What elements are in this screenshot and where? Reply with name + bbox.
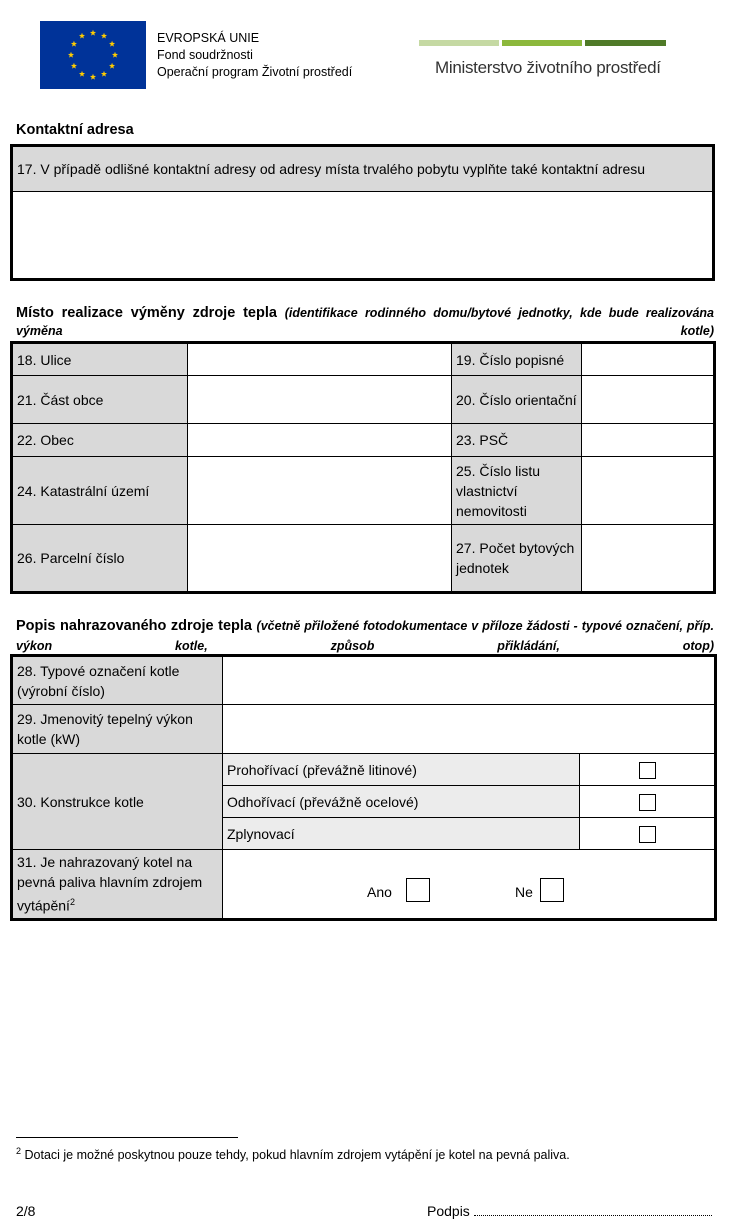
boiler-power-field[interactable] xyxy=(223,705,716,754)
postal-code-field[interactable] xyxy=(582,424,715,457)
option-checkbox[interactable] xyxy=(639,762,656,779)
orientation-number-field[interactable] xyxy=(582,376,715,424)
logo-bar-mid xyxy=(502,40,582,46)
q22-label: 22. Obec xyxy=(12,424,188,457)
location-heading xyxy=(16,304,714,340)
signature-field[interactable] xyxy=(474,1205,712,1216)
municipality-field[interactable] xyxy=(188,424,452,457)
footnote-divider xyxy=(16,1137,238,1138)
eu-star-icon xyxy=(71,41,77,47)
ministry-logo-bars xyxy=(419,40,666,46)
eu-star-icon xyxy=(109,63,115,69)
logo-bar-light xyxy=(419,40,499,46)
footnote-ref: 2 xyxy=(69,897,75,907)
eu-star-icon xyxy=(101,71,107,77)
contact-table xyxy=(10,144,715,281)
option-label: Odhořívací (převážně ocelové) xyxy=(223,786,580,818)
ownership-sheet-field[interactable] xyxy=(582,457,715,525)
yes-label: Ano xyxy=(367,883,392,900)
signature-line xyxy=(427,1203,712,1219)
eu-star-icon xyxy=(79,71,85,77)
q17-label: 17. V případě odlišné kontaktní adresy od adresy místa trvalého pobytu vyplňte také kontaktní adresu xyxy=(12,146,714,192)
eu-line: Operační program Životní prostředí xyxy=(157,65,353,79)
eu-star-icon xyxy=(109,41,115,47)
no-checkbox[interactable] xyxy=(540,878,564,902)
eu-star-icon xyxy=(68,52,74,58)
option-cell xyxy=(580,818,716,850)
boiler-heading xyxy=(16,616,714,656)
apartment-count-field[interactable] xyxy=(582,525,715,593)
parcel-number-field[interactable] xyxy=(188,525,452,593)
q23-label: 23. PSČ xyxy=(452,424,582,457)
q29-label: 29. Jmenovitý tepelný výkon kotle (kW) xyxy=(12,705,223,754)
q31-text: 31. Je nahrazovaný kotel na pevná paliva hlavním zdrojem vytápění xyxy=(17,854,203,914)
eu-star-icon xyxy=(90,74,96,80)
street-field[interactable] xyxy=(188,343,452,376)
eu-star-icon xyxy=(101,33,107,39)
footnote-text: Dotaci je možné poskytnou pouze tehdy, pokud hlavním zdrojem vytápění je kotel na pevná paliva. xyxy=(24,1148,570,1163)
house-number-field[interactable] xyxy=(582,343,715,376)
boiler-type-field[interactable] xyxy=(223,656,716,705)
no-label: Ne xyxy=(515,883,533,900)
contact-address-field[interactable] xyxy=(12,192,714,280)
q24-label: 24. Katastrální území xyxy=(12,457,188,525)
municipality-part-field[interactable] xyxy=(188,376,452,424)
q20-label: 20. Číslo orientační xyxy=(452,376,582,424)
location-heading-title: Místo realizace výměny zdroje tepla xyxy=(16,305,277,321)
eu-stars-icon xyxy=(40,21,146,89)
eu-line: Fond soudržnosti xyxy=(157,48,253,62)
location-heading-note: (identifikace rodinného domu/bytové jednotky, kde bude realizována výměna kotle) xyxy=(16,306,715,338)
contact-heading: Kontaktní adresa xyxy=(16,122,134,138)
ministry-name: Ministerstvo životního prostředí xyxy=(435,58,661,77)
option-cell xyxy=(580,754,716,786)
q26-label: 26. Parcelní číslo xyxy=(12,525,188,593)
eu-star-icon xyxy=(79,33,85,39)
q18-label: 18. Ulice xyxy=(12,343,188,376)
q19-label: 19. Číslo popisné xyxy=(452,343,582,376)
boiler-heading-note: (včetně přiložené fotodokumentace v příloze žádosti - typové označení, příp. výkon kotle, způsob přikládání, otop) xyxy=(16,619,715,653)
q21-label: 21. Část obce xyxy=(12,376,188,424)
location-table xyxy=(10,341,716,594)
footnote-mark: 2 xyxy=(16,1146,22,1156)
eu-flag-logo xyxy=(40,21,146,89)
logo-bar-dark xyxy=(585,40,666,46)
yes-checkbox[interactable] xyxy=(406,878,430,902)
eu-star-icon xyxy=(112,52,118,58)
page-number: 2/8 xyxy=(16,1203,36,1219)
eu-star-icon xyxy=(90,30,96,36)
eu-program-text xyxy=(157,30,352,81)
cadastral-area-field[interactable] xyxy=(188,457,452,525)
option-checkbox[interactable] xyxy=(639,826,656,843)
eu-line: EVROPSKÁ UNIE xyxy=(157,31,260,45)
q31-answer-cell xyxy=(223,850,716,920)
q30-label: 30. Konstrukce kotle xyxy=(12,754,223,850)
q31-label xyxy=(12,850,223,920)
option-cell xyxy=(580,786,716,818)
option-label: Prohořívací (převážně litinové) xyxy=(223,754,580,786)
boiler-heading-title: Popis nahrazovaného zdroje tepla xyxy=(16,618,252,634)
q27-label: 27. Počet bytových jednotek xyxy=(452,525,582,593)
option-checkbox[interactable] xyxy=(639,794,656,811)
q28-label: 28. Typové označení kotle (výrobní číslo) xyxy=(12,656,223,705)
boiler-table xyxy=(10,654,717,921)
q25-label: 25. Číslo listu vlastnictví nemovitosti xyxy=(452,457,582,525)
footnote xyxy=(16,1146,570,1162)
option-label: Zplynovací xyxy=(223,818,580,850)
signature-label: Podpis xyxy=(427,1203,470,1219)
eu-star-icon xyxy=(71,63,77,69)
